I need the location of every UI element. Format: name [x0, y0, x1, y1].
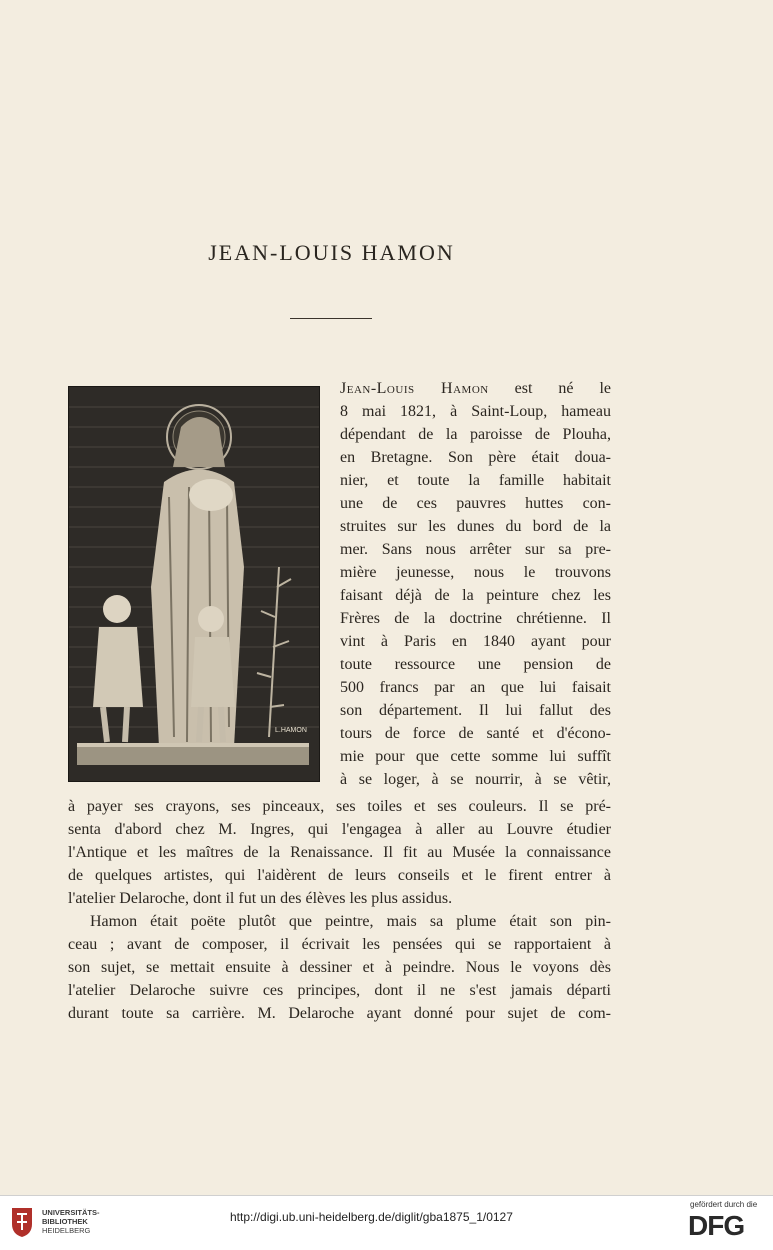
viewer-footer: [0, 1195, 773, 1250]
permalink-url[interactable]: http://digi.ub.uni-heidelberg.de/diglit/gba1875_1/0127: [230, 1210, 513, 1224]
text-line: Hamon était poëte plutôt que peintre, mais sa plume était son pin-: [90, 913, 611, 930]
text-line: l'atelier Delaroche suivre ces principes, dont il ne s'est jamais départi: [68, 982, 611, 999]
text-line: l'atelier Delaroche, dont il fut un des élèves les plus assidus.: [68, 890, 453, 907]
text-line: Frères de la doctrine chrétienne. Il: [340, 610, 611, 627]
text-line: senta d'abord chez M. Ingres, qui l'engagea à aller au Louvre étudier: [68, 821, 611, 838]
text-line: à payer ses crayons, ses pinceaux, ses toiles et ses couleurs. Il se pré-: [68, 798, 611, 815]
text-line: en Bretagne. Son père était doua-: [340, 449, 611, 466]
text-line: ceau ; avant de composer, il écrivait les pensées qui se rapportaient à: [68, 936, 611, 953]
text-line: dépendant de la paroisse de Plouha,: [340, 426, 611, 443]
engraving-signature: L.HAMON: [275, 727, 307, 734]
text-line: mie pour que cette somme lui suffît: [340, 748, 611, 765]
text-line-1: Jean-Louis Hamon est né le: [340, 380, 612, 397]
article-title: JEAN-LOUIS HAMON: [208, 240, 455, 265]
text-line: vint à Paris en 1840 ayant pour: [340, 633, 611, 650]
library-name: UNIVERSITÄTS- BIBLIOTHEK HEIDELBERG: [42, 1208, 100, 1235]
text-line: nier, et toute la famille habitait: [340, 472, 611, 489]
lead-name: Jean-Louis Hamon: [340, 380, 489, 397]
university-seal-icon: [8, 1206, 36, 1238]
text-line: durant toute sa carrière. M. Delaroche ayant donné pour sujet de com-: [68, 1005, 611, 1022]
text-line: 8 mai 1821, à Saint-Loup, hameau: [340, 403, 611, 420]
title-divider: [290, 318, 372, 319]
text-line: son sujet, se mettait ensuite à dessiner et à peindre. Nous le voyons dès: [68, 959, 611, 976]
text-line: mière jeunesse, nous le trouvons: [340, 564, 611, 581]
funding-note: gefördert durch die: [690, 1200, 758, 1209]
engraving-illustration: [68, 386, 320, 782]
text-line: son département. Il lui fallut des: [340, 702, 611, 719]
text-line: faisant déjà de la peinture chez les: [340, 587, 611, 604]
text-line: tours de force de santé et d'écono-: [340, 725, 611, 742]
text-line: mer. Sans nous arrêter sur sa pre-: [340, 541, 611, 558]
text-line: l'Antique et les maîtres de la Renaissance. Il fit au Musée la connaissance: [68, 844, 611, 861]
text-line: 500 francs par an que lui faisait: [340, 679, 611, 696]
dfg-logo: DFG: [688, 1210, 745, 1241]
text-line: à se loger, à se nourrir, à se vêtir,: [340, 771, 611, 788]
text-line: une de ces pauvres huttes con-: [340, 495, 611, 512]
text-line: toute ressource une pension de: [340, 656, 611, 673]
text-line: de quelques artistes, qui l'aidèrent de leurs conseils et le firent entrer à: [68, 867, 611, 884]
text-line: struites sur les dunes du bord de la: [340, 518, 611, 535]
